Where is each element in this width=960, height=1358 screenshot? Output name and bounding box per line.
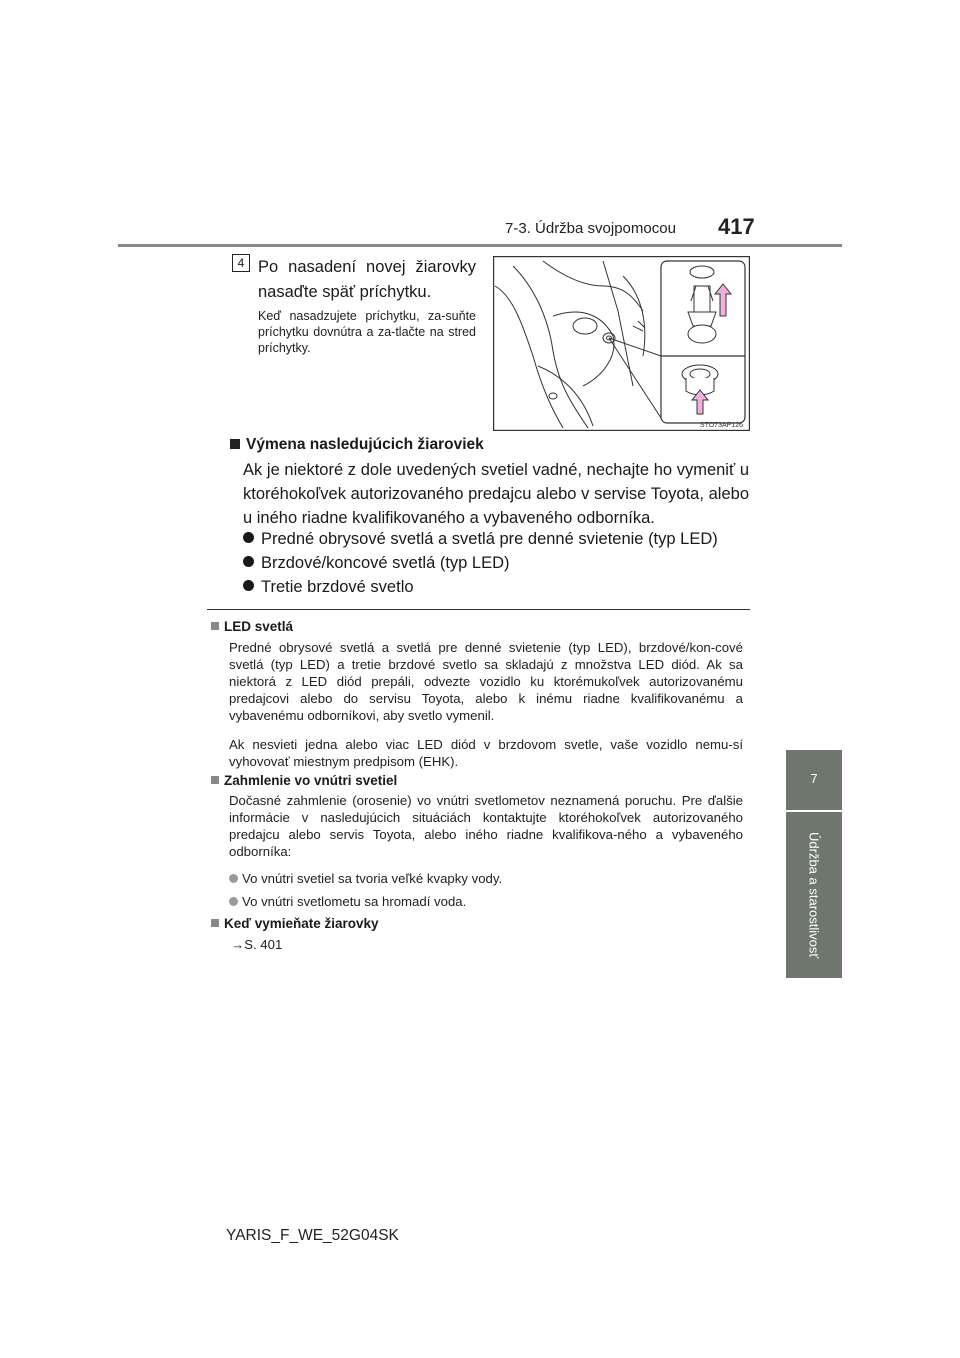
replacement-title: Výmena nasledujúcich žiaroviek bbox=[230, 436, 484, 454]
bullet-dot-icon bbox=[229, 897, 238, 906]
bullet-dot-icon bbox=[243, 532, 254, 543]
page-reference-link[interactable]: →S. 401 bbox=[231, 937, 283, 952]
list-item: Brzdové/koncové svetlá (typ LED) bbox=[243, 554, 510, 573]
bullet-dot-icon bbox=[243, 580, 254, 591]
step-title: Po nasadení novej žiarovky nasaďte späť príchytku. bbox=[258, 258, 476, 301]
note-led-paragraph-1: Predné obrysové svetlá a svetlá pre denné svietenie (typ LED), brzdové/kon-cové svetlá (typ LED) a tretie brzdové svetlo sa skladajú z množstva LED diód. Ak sa niektorá z LED diód prepáli, odvezte vozidlo ku ktorémukoľvek autorizovanému predajcovi alebo do servisu Toyota, alebo k inému riadne kvalifikovanému a vybavenému odborníkovi, aby svetlo vymenil. bbox=[229, 640, 743, 723]
note-title-fog: Zahmlenie vo vnútri svetiel bbox=[211, 773, 397, 788]
note-title-replace: Keď vymieňate žiarovky bbox=[211, 916, 379, 931]
note-fog-paragraph: Dočasné zahmlenie (orosenie) vo vnútri svetlometov neznamená poruchu. Pre ďalšie informácie v nasledujúcich situáciách kontaktujte ktoréhokoľvek autorizovaného predajcu alebo servis Toyota, alebo iného riadne kvalifikova-ného a vybaveného odborníka: bbox=[229, 793, 743, 859]
square-bullet-icon bbox=[211, 776, 219, 784]
section-separator bbox=[207, 609, 750, 610]
square-bullet-icon bbox=[230, 439, 240, 449]
list-item: Predné obrysové svetlá a svetlá pre denné svietenie (typ LED) bbox=[243, 530, 718, 549]
bullet-dot-icon bbox=[229, 874, 238, 883]
figure-code: STO73AP126 bbox=[699, 422, 743, 429]
note-led-paragraph-2: Ak nesvieti jedna alebo viac LED diód v brzdovom svetle, vaše vozidlo nemu-sí vyhovovať miestnym predpisom (EHK). bbox=[229, 737, 743, 769]
square-bullet-icon bbox=[211, 622, 219, 630]
list-item: Vo vnútri svetlometu sa hromadí voda. bbox=[229, 894, 466, 909]
page-number: 417 bbox=[718, 214, 755, 239]
chapter-title: Údržba a starostlivosť bbox=[806, 831, 822, 959]
chapter-number: 7 bbox=[810, 771, 818, 786]
header-rule bbox=[118, 244, 842, 247]
step-note: Keď nasadzujete príchytku, za-suňte príchytku dovnútra a za-tlačte na stred príchytky. bbox=[258, 309, 476, 355]
note-title-led: LED svetlá bbox=[211, 619, 293, 634]
section-title: 7-3. Údržba svojpomocou bbox=[505, 220, 676, 237]
list-item: Tretie brzdové svetlo bbox=[243, 578, 414, 597]
step-number-badge: 4 bbox=[232, 254, 250, 272]
list-item: Vo vnútri svetiel sa tvoria veľké kvapky vody. bbox=[229, 871, 502, 886]
document-code: YARIS_F_WE_52G04SK bbox=[226, 1227, 399, 1244]
bullet-dot-icon bbox=[243, 556, 254, 567]
replacement-text: Ak je niektoré z dole uvedených svetiel vadné, nechajte ho vymeniť u ktoréhokoľvek autorizovaného predajcu alebo v servise Toyota, alebo u iného riadne kvalifikovaného a vybaveného odborníka. bbox=[243, 461, 749, 527]
bulb-clip-illustration bbox=[493, 256, 750, 431]
square-bullet-icon bbox=[211, 919, 219, 927]
